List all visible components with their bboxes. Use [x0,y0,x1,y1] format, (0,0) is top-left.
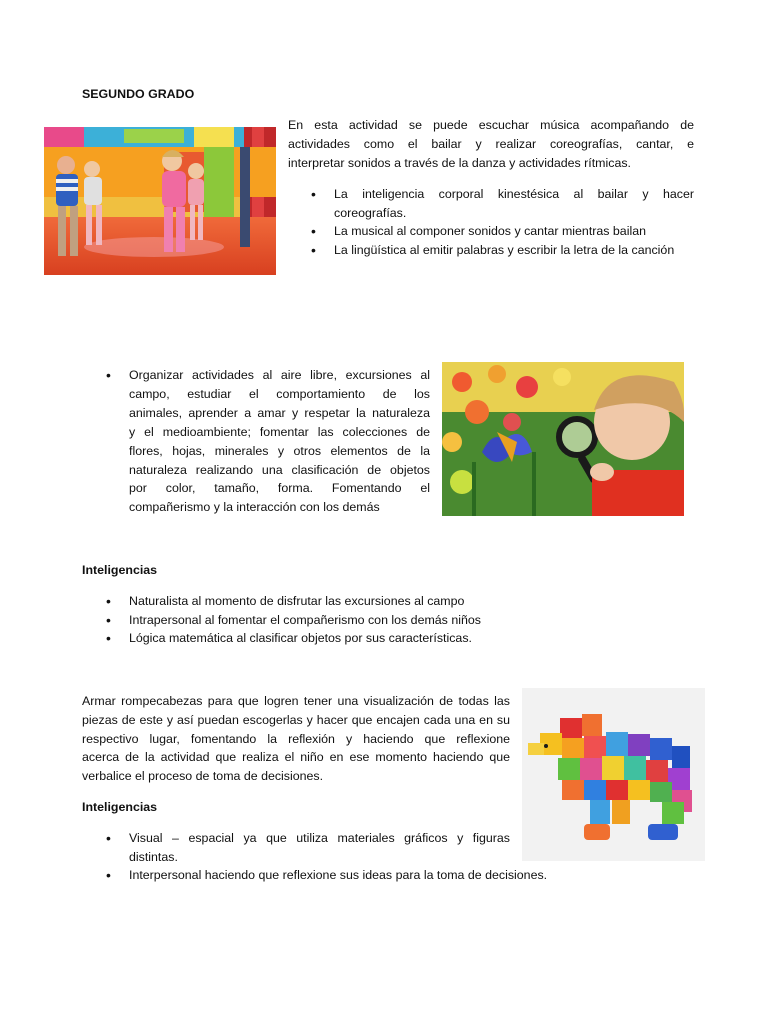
bullet-line: animales, aprender a amar y respetar la naturaleza [129,405,430,420]
list-item [106,629,536,648]
paragraph-line: piezas de este y así puedan escogerlas y hacer que encajen cada una en su [82,712,510,727]
bullet-icon [311,185,334,206]
intelligences-heading: Inteligencias [82,563,158,577]
outdoor-activity-list [106,366,430,517]
bullet-line: La lingüística al emitir palabras y escribir la letra de la canción [334,242,675,257]
bullet-line: Visual – espacial ya que utiliza materiales gráficos y figuras [129,831,510,845]
bullet-icon [106,829,129,850]
paragraph-line: interpretar sonidos a través de la danza y actividades rítmicas. [288,155,631,170]
bullet-line: Interpersonal haciendo que reflexione sus ideas para la toma de decisiones. [129,868,548,883]
list-item [311,222,694,241]
paragraph-line: En esta actividad se puede escuchar música acompañando de [288,118,694,132]
bullet-line: campo, estudiar el comportamiento de los [129,386,430,401]
puzzle-bear-image [522,688,705,861]
bullet-icon [106,592,129,613]
list-item [106,866,548,885]
boy-magnifier-image [442,362,684,516]
list-item [106,592,536,611]
section-title: SEGUNDO GRADO [82,87,195,101]
list-item [311,185,694,222]
puzzle-activity-paragraph [82,692,510,786]
paragraph-line: acerca de la actividad que realiza el niño en ese momento haciendo que [82,750,510,765]
bullet-line: La musical al componer sonidos y cantar mientras bailan [334,224,646,239]
bullet-text: Intrapersonal al fomentar el compañerismo con los demás niños [129,612,481,627]
bullet-line: naturaleza realizando una clasificación de objetos [129,462,430,477]
bullet-icon [311,241,334,262]
children-dancing-image [44,127,276,275]
music-intelligences-list [311,185,694,259]
paragraph-line: actividades como el bailar y realizar coreografías, cantar, e [288,136,694,151]
bullet-icon [106,629,129,650]
list-item [311,241,694,260]
puzzle-intelligences-list [106,829,548,885]
naturalist-intelligences-list [106,592,536,648]
bullet-line: distintas. [129,849,178,864]
paragraph-line: Armar rompecabezas para que logren tener una visualización de todas las [82,694,510,708]
list-item [106,366,430,517]
intelligences-heading-2: Inteligencias [82,800,158,814]
list-item [106,611,536,630]
bullet-line: Organizar actividades al aire libre, excursiones al [129,368,430,382]
bullet-text: Naturalista al momento de disfrutar las excursiones al campo [129,594,465,608]
bullet-icon [311,222,334,243]
music-activity-paragraph [288,116,694,172]
bullet-line: compañerismo y la interacción con los demás [129,500,380,515]
list-item [106,829,510,866]
paragraph-line: respectivo lugar, fomentando la reflexión y haciendo que reflexione [82,731,510,746]
bullet-line: flores, hojas, minerales y otros elementos de la [129,443,430,458]
bullet-line: y el medioambiente; fomentar las colecciones de [129,424,430,439]
bullet-text: Lógica matemática al clasificar objetos por sus características. [129,631,472,646]
bullet-line: La inteligencia corporal kinestésica al bailar y hacer [334,187,694,201]
bullet-icon [106,611,129,632]
bullet-icon [106,866,129,887]
paragraph-line: verbalice el proceso de toma de decisiones. [82,769,324,784]
bullet-line: coreografías. [334,205,407,220]
bullet-icon [106,366,129,387]
bullet-line: por color, tamaño, forma. Fomentando el [129,481,430,496]
